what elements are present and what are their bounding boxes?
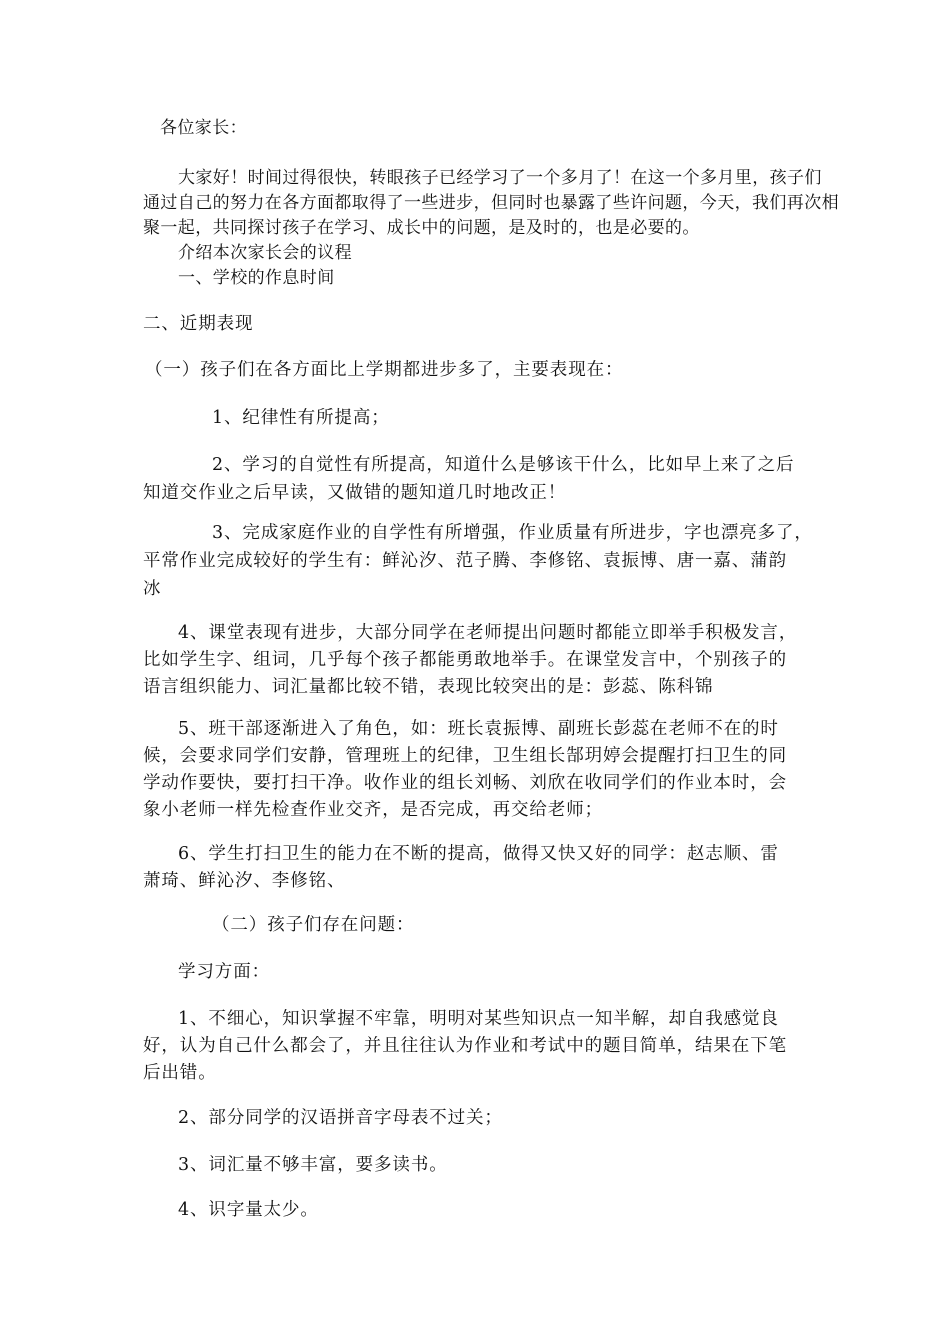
salutation: 各位家长： — [160, 118, 247, 138]
progress-item-2-line-2: 知道交作业之后早读，又做错的题知道几时地改正！ — [143, 483, 567, 503]
progress-item-3-line-3: 冰 — [143, 579, 162, 599]
problem-item-3: 3、词汇量不够丰富，要多读书。 — [178, 1155, 448, 1175]
intro-line-2: 通过自己的努力在各方面都取得了一些进步，但同时也暴露了些许问题，今天，我们再次相 — [143, 193, 839, 213]
progress-item-4-line-3: 语言组织能力、词汇量都比较不错，表现比较突出的是：彭蕊、陈科锦 — [143, 677, 714, 697]
progress-item-1: 1、纪律性有所提高； — [212, 408, 390, 428]
progress-item-3-line-2: 平常作业完成较好的学生有：鲜沁汐、范子腾、李修铭、袁振博、唐一嘉、蒲韵 — [143, 551, 787, 571]
intro-line-1: 大家好！时间过得很快，转眼孩子已经学习了一个多月了！在这一个多月里，孩子们 — [178, 168, 822, 188]
progress-item-5-line-1: 5、班干部逐渐进入了角色，如：班长袁振博、副班长彭蕊在老师不在的时 — [178, 719, 779, 739]
progress-item-2-line-1: 2、学习的自觉性有所提高，知道什么是够该干什么，比如早上来了之后 — [212, 455, 795, 475]
progress-item-4-line-2: 比如学生字、组词，几乎每个孩子都能勇敢地举手。在课堂发言中，个别孩子的 — [143, 650, 787, 670]
progress-item-3-line-1: 3、完成家庭作业的自学性有所增强，作业质量有所进步，字也漂亮多了， — [212, 523, 813, 543]
problem-item-2: 2、部分同学的汉语拼音字母表不过关； — [178, 1108, 503, 1128]
problem-item-1-line-2: 好，认为自己什么都会了，并且往往认为作业和考试中的题目简单，结果在下笔 — [143, 1036, 787, 1056]
section-1-title: 一、学校的作息时间 — [178, 268, 335, 288]
problem-item-1-line-3: 后出错。 — [143, 1063, 217, 1083]
progress-item-5-line-2: 候，会要求同学们安静，管理班上的纪律，卫生组长郜玥婷会提醒打扫卫生的同 — [143, 746, 787, 766]
progress-item-4-line-1: 4、课堂表现有进步，大部分同学在老师提出问题时都能立即举手积极发言， — [178, 623, 798, 643]
part-1-title: （一）孩子们在各方面比上学期都进步多了，主要表现在： — [145, 360, 624, 380]
progress-item-6-line-2: 萧琦、鲜沁汐、李修铭、 — [143, 871, 346, 891]
study-aspect-heading: 学习方面： — [178, 962, 270, 982]
intro-line-3: 聚一起，共同探讨孩子在学习、成长中的问题，是及时的，也是必要的。 — [143, 218, 700, 238]
section-2-title: 二、近期表现 — [143, 314, 254, 334]
progress-item-5-line-3: 学动作要快，要打扫干净。收作业的组长刘畅、刘欣在收同学们的作业本时，会 — [143, 773, 787, 793]
progress-item-6-line-1: 6、学生打扫卫生的能力在不断的提高，做得又快又好的同学：赵志顺、雷 — [178, 844, 779, 864]
progress-item-5-line-4: 象小老师一样先检查作业交齐，是否完成，再交给老师； — [143, 800, 603, 820]
agenda-intro: 介绍本次家长会的议程 — [178, 243, 352, 263]
part-2-title: （二）孩子们存在问题： — [212, 915, 415, 935]
problem-item-4: 4、识字量太少。 — [178, 1200, 319, 1220]
problem-item-1-line-1: 1、不细心，知识掌握不牢靠，明明对某些知识点一知半解，却自我感觉良 — [178, 1009, 779, 1029]
